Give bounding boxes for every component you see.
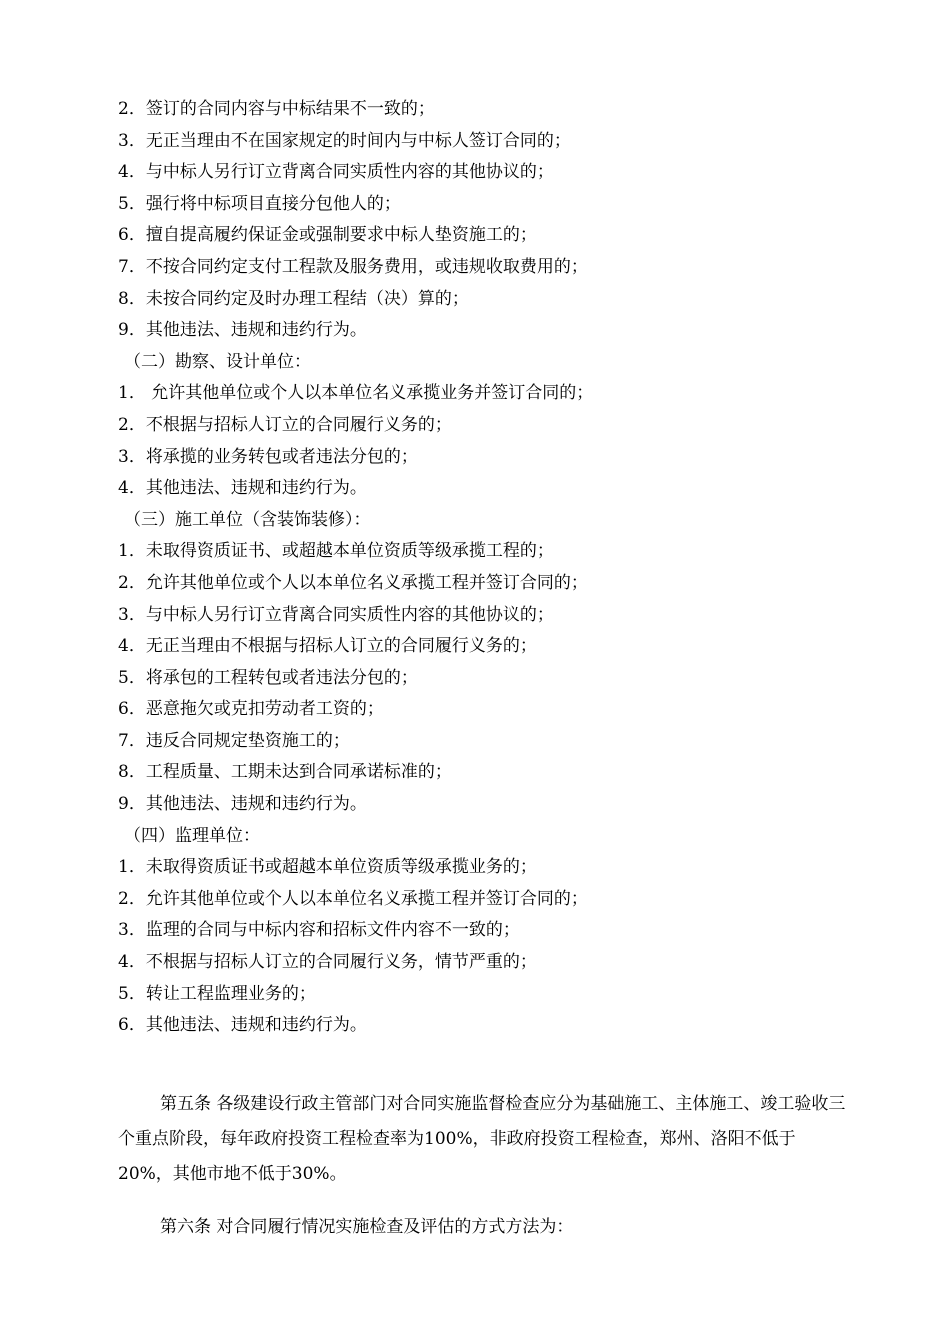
list-item: 5．将承包的工程转包或者违法分包的；: [118, 667, 418, 688]
list-item: 9．其他违法、违规和违约行为。: [118, 320, 367, 341]
list-item: 4．不根据与招标人订立的合同履行义务，情节严重的；: [118, 952, 537, 973]
list-item: 5．强行将中标项目直接分包他人的；: [118, 193, 401, 214]
list-item: 2．不根据与招标人订立的合同履行义务的；: [118, 414, 452, 435]
list-item: 8．未按合同约定及时办理工程结（决）算的；: [118, 288, 469, 309]
list-item: 7．违反合同规定垫资施工的；: [118, 730, 350, 751]
list-item: 3．无正当理由不在国家规定的时间内与中标人签订合同的；: [118, 130, 571, 151]
list-item: 5．转让工程监理业务的；: [118, 983, 316, 1004]
list-item: 2．允许其他单位或个人以本单位名义承揽工程并签订合同的；: [118, 888, 588, 909]
list-item: 1．未取得资质证书或超越本单位资质等级承揽业务的；: [118, 857, 537, 878]
list-item: 6．恶意拖欠或克扣劳动者工资的；: [118, 699, 384, 720]
list-item: 1．未取得资质证书、或超越本单位资质等级承揽工程的；: [118, 541, 554, 562]
section-heading: （四）监理单位：: [124, 825, 260, 846]
list-item: 6．擅自提高履约保证金或强制要求中标人垫资施工的；: [118, 225, 537, 246]
list-item: 3．与中标人另行订立背离合同实质性内容的其他协议的；: [118, 604, 554, 625]
list-item: 3．将承揽的业务转包或者违法分包的；: [118, 446, 418, 467]
list-item: 8．工程质量、工期未达到合同承诺标准的；: [118, 762, 452, 783]
list-item: 4．其他违法、违规和违约行为。: [118, 478, 367, 499]
list-item: 3．监理的合同与中标内容和招标文件内容不一致的；: [118, 920, 520, 941]
section-heading: （二）勘察、设计单位：: [124, 351, 311, 372]
article-5-paragraph: 第五条 各级建设行政主管部门对合同实施监督检查应分为基础施工、主体施工、竣工验收三个重点阶段，每年政府投资工程检查率为100%，非政府投资工程检查，郑州、洛阳不低于20%，其他市地不低于30%。: [118, 1094, 846, 1184]
section-heading: （三）施工单位（含装饰装修）：: [124, 509, 371, 530]
list-item: 2．签订的合同内容与中标结果不一致的；: [118, 99, 435, 119]
list-item: 2．允许其他单位或个人以本单位名义承揽工程并签订合同的；: [118, 572, 588, 593]
list-item: 6．其他违法、违规和违约行为。: [118, 1015, 367, 1036]
list-item: 4．无正当理由不根据与招标人订立的合同履行义务的；: [118, 636, 537, 657]
list-item: 9．其他违法、违规和违约行为。: [118, 794, 367, 815]
list-item: 1． 允许其他单位或个人以本单位名义承揽业务并签订合同的；: [118, 383, 594, 404]
list-item: 4．与中标人另行订立背离合同实质性内容的其他协议的；: [118, 162, 554, 183]
article-6-paragraph: 第六条 对合同履行情况实施检查及评估的方式方法为：: [160, 1217, 574, 1237]
violation-list: [118, 94, 858, 1042]
list-item: 7．不按合同约定支付工程款及服务费用，或违规收取费用的；: [118, 256, 588, 277]
